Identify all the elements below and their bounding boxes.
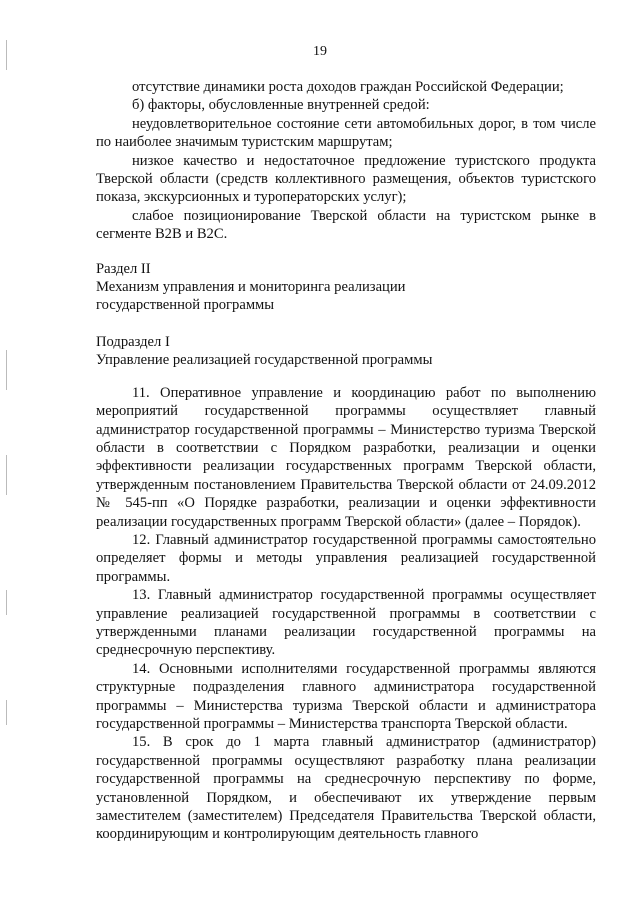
section-title-line: государственной программы [96,297,275,314]
paragraph: низкое качество и недостаточное предложение туристского продукта Тверской области (средств коллективного размещения, объектов туристского показа, экскурсионных и туроператорских услуг); [96,152,596,206]
numbered-paragraph: 13. Главный администратор государственной программы осуществляет управление реализацией государственной программы в соответствии с утвержденными планами реализации государственной программы на среднесрочную перспективу. [96,587,596,659]
scan-mark [6,700,7,725]
page-number: 19 [313,44,327,59]
document-body [96,78,596,844]
numbered-paragraph: 14. Основными исполнителями государственной программы являются структурные подразделения главного администратора государственной программы – Министерства туризма Тверской области и администратора государственной программы – Министерства транспорта Тверской области. [96,660,596,732]
numbered-paragraph: 15. В срок до 1 марта главный администратор (администратор) государственной программы осуществляют разработку плана реализации государственной программы на среднесрочную перспективу по форме, установленной Порядком, и обеспечивают их утверждение первым заместителем (заместителем) Председателя Правительства Тверской области, координирующим и контролирующим деятельность главного [96,734,596,843]
scan-mark [6,350,7,390]
scan-mark [6,590,7,615]
scan-margin-marks [6,0,10,905]
numbered-paragraph: 12. Главный администратор государственной программы самостоятельно определяет формы и методы управления реализацией государственной программы. [96,531,596,585]
subsection-title: Управление реализацией государственной программы [96,352,433,369]
paragraph: слабое позиционирование Тверской области на туристском рынке в сегменте B2B и B2C. [96,207,596,243]
subsection-label: Подраздел I [96,333,170,350]
numbered-paragraph: 11. Оперативное управление и координацию работ по выполнению мероприятий государственной программы осуществляет главный администратор государственной программы – Министерство туризма Тверской области в соответствии с Порядком разработки, реализации и оценки эффективности реализации государственных программ Тверской области, утвержденным постановлением Правительства Тверской области от 24.09.2012 № 545-пп «О Порядке разработки, реализации и оценки эффективности реализации государственных программ Тверской области» (далее – Порядок). [96,384,596,530]
paragraph: отсутствие динамики роста доходов граждан Российской Федерации; [132,79,564,95]
paragraph: б) факторы, обусловленные внутренней средой: [132,97,430,114]
section-title-line: Механизм управления и мониторинга реализации [96,279,406,296]
scan-mark [6,455,7,495]
section-label: Раздел II [96,260,151,277]
paragraph: неудовлетворительное состояние сети автомобильных дорог, в том числе по наиболее значимым туристским маршрутам; [96,115,596,151]
